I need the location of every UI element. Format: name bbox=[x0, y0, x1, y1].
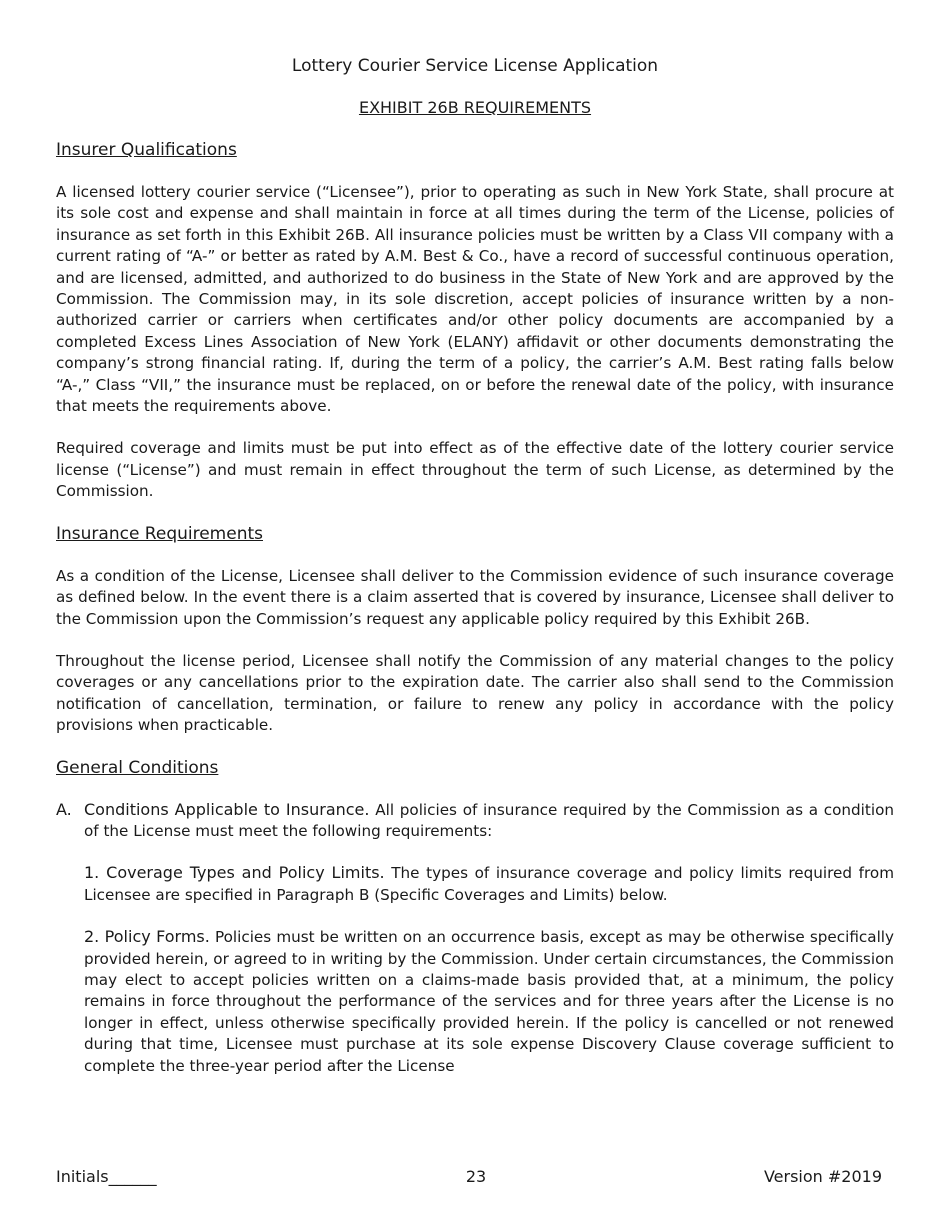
item-a-text bbox=[84, 799, 894, 843]
insurance-requirements-heading: Insurance Requirements bbox=[56, 523, 263, 544]
sub-item-2-body: Policies must be written on an occurrence basis, except as may be otherwise specifically provided herein, or agreed to in writing by the Commission. Under certain circumstances, the Commission may elect to accept policies written on a claims-made basis provided that, at a minimum, the policy remains in force throughout the performance of the services and for three years after the License is no longer in effect, unless otherwise specifically provided herein. If the policy is cancelled or not renewed during that time, Licensee must purchase at its sole expense Discovery Clause coverage sufficient to complete the three-year period after the License bbox=[84, 928, 894, 1075]
sub-item-1-body: The types of insurance coverage and policy limits required from Licensee are specified in Paragraph B (Specific Coverages and Limits) below. bbox=[84, 864, 894, 904]
item-letter: A. bbox=[56, 799, 72, 819]
document-page bbox=[56, 54, 894, 1077]
item-a-lead: Conditions Applicable to Insurance. bbox=[84, 799, 370, 819]
condition-item-a bbox=[56, 799, 894, 843]
sub-item-2 bbox=[56, 926, 894, 1077]
sub-item-1-lead: 1. Coverage Types and Policy Limits. bbox=[84, 863, 385, 883]
sub-item-1-text bbox=[84, 862, 894, 906]
sub-item-1 bbox=[56, 862, 894, 906]
insurer-qualifications-paragraph-2: Required coverage and limits must be put into effect as of the effective date of the lottery courier service license (“License”) and must remain in effect throughout the term of such License, as determined by the Commission. bbox=[56, 439, 894, 501]
insurer-qualifications-heading: Insurer Qualifications bbox=[56, 140, 237, 160]
initials-field: Initials______ bbox=[56, 1167, 157, 1186]
exhibit-heading: EXHIBIT 26B REQUIREMENTS bbox=[358, 98, 592, 117]
page-number: 23 bbox=[465, 1167, 487, 1186]
insurer-qualifications-paragraph-1: A licensed lottery courier service (“Licensee”), prior to operating as such in New York State, shall procure at its sole cost and expense and shall maintain in force at all times during the term of the License, policies of insurance as set forth in this Exhibit 26B. All insurance policies must be written by a Class VII company with a current rating of “A-” or better as rated by A.M. Best & Co., have a record of successful continuous operation, and are licensed, admitted, and authorized to do business in the State of New York and are approved by the Commission. The Commission may, in its sole discretion, accept policies of insurance written by a non-authorized carrier or carriers when certificates and/or other policy documents are accompanied by a completed Excess Lines Association of New York (ELANY) affidavit or other documents demonstrating the company’s strong financial rating. If, during the term of a policy, the carrier’s A.M. Best rating falls below “A-,” Class “VII,” the insurance must be replaced, on or before the renewal date of the policy, with insurance that meets the requirements above. bbox=[56, 183, 894, 416]
insurance-requirements-paragraph-1: As a condition of the License, Licensee shall deliver to the Commission evidence of such insurance coverage as defined below. In the event there is a claim asserted that is covered by insurance, Licensee shall deliver to the Commission upon the Commission’s request any applicable policy required by this Exhibit 26B. bbox=[56, 566, 894, 628]
general-conditions-heading: General Conditions bbox=[56, 757, 219, 778]
version-label: Version #2019 bbox=[763, 1167, 882, 1186]
sub-item-2-lead: 2. Policy Forms. bbox=[84, 927, 210, 947]
insurance-requirements-paragraph-2: Throughout the license period, Licensee shall notify the Commission of any material changes to the policy coverages or any cancellations prior to the expiration date. The carrier also shall send to the Commission notification of cancellation, termination, or failure to renew any policy in accordance with the policy provisions when practicable. bbox=[56, 651, 894, 735]
document-title: Lottery Courier Service License Application bbox=[291, 56, 659, 76]
sub-item-2-text bbox=[84, 926, 894, 1077]
item-a-body: All policies of insurance required by the Commission as a condition of the License must meet the following requirements: bbox=[84, 800, 894, 840]
